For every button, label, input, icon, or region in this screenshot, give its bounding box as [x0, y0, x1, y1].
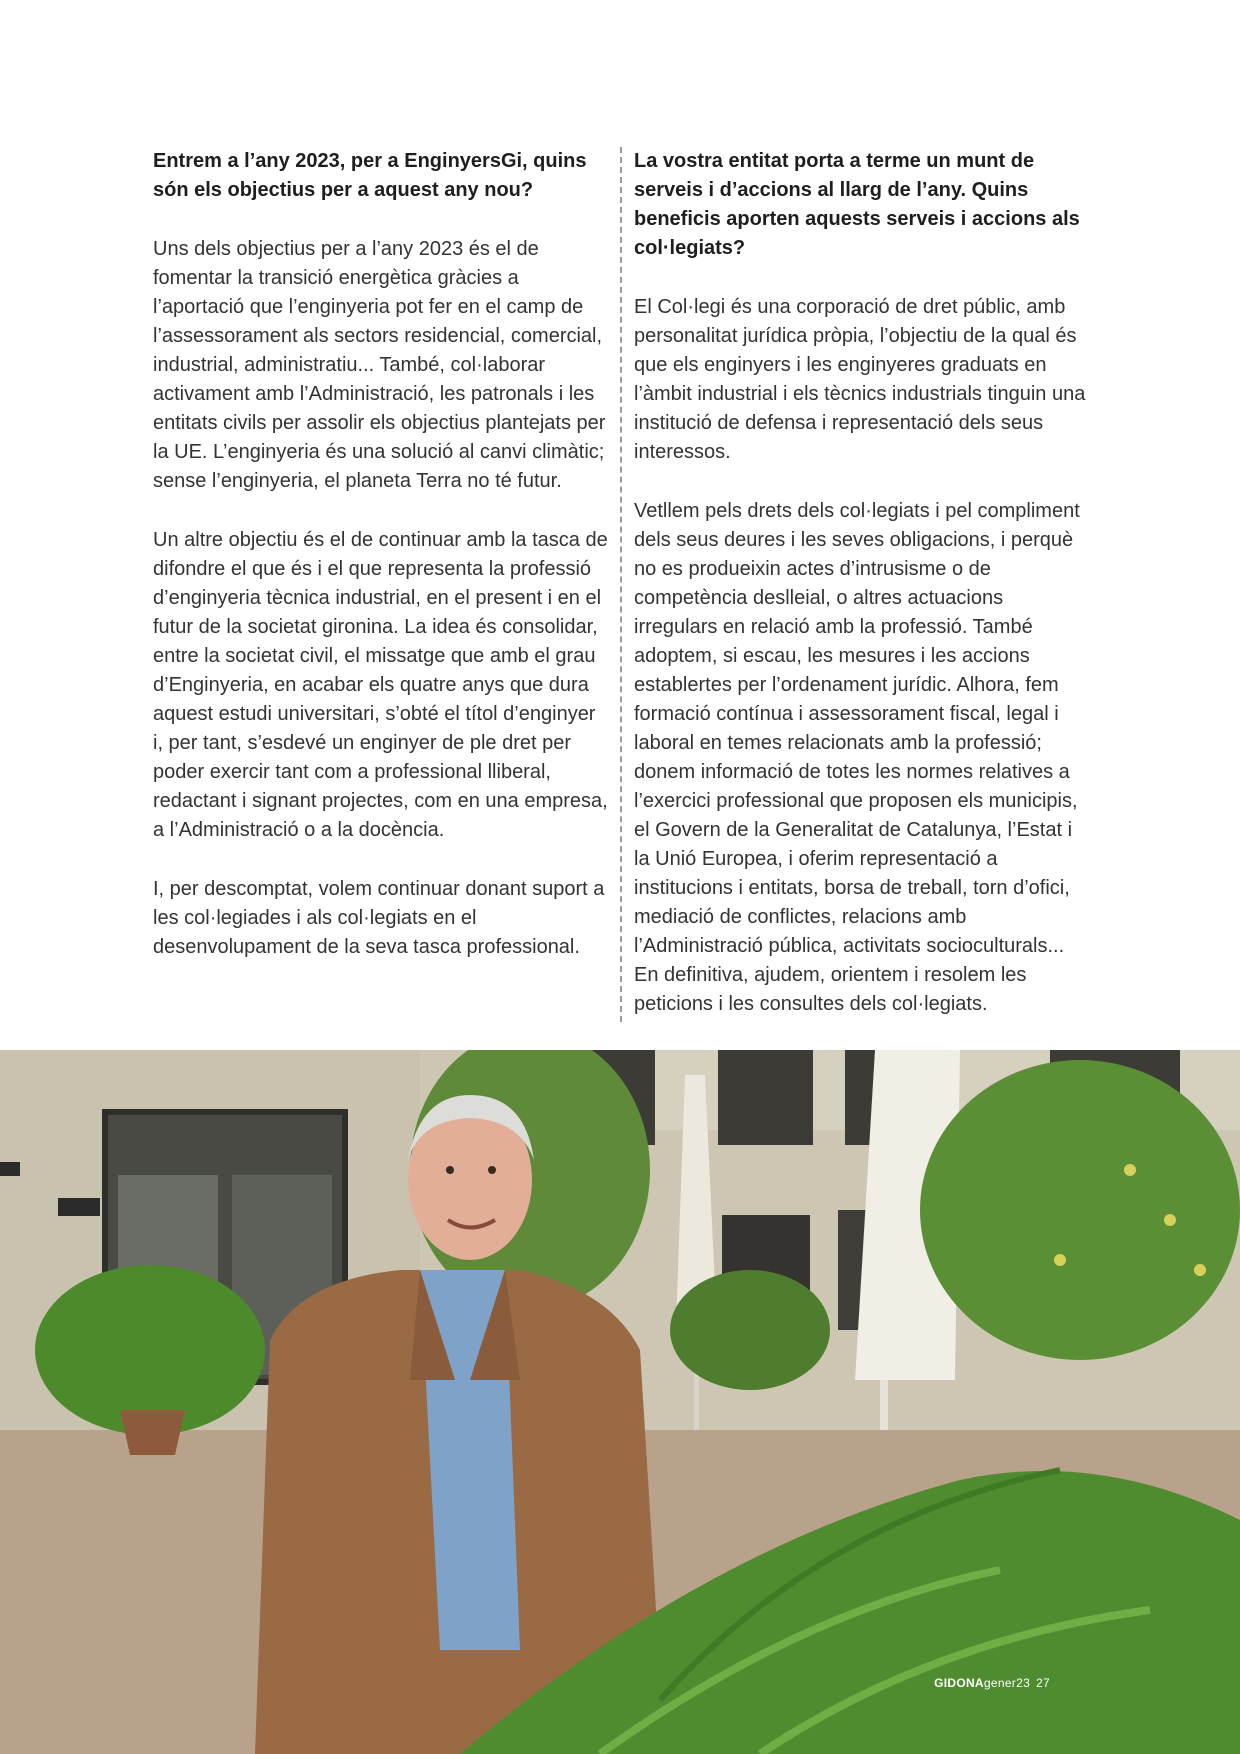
issue-month: gener23 [983, 1676, 1031, 1690]
right-column [634, 147, 1089, 1049]
left-paragraph-2: Un altre objectiu és el de continuar amb la tasca de difondre el que és i el que representa la professió d’enginyeria tècnica industrial, en el present i en el futur de la societat gironina. La idea és consolidar, entre la societat civil, el missatge que amb el grau d’Enginyeria, en acabar els quatre anys que dura aquest estudi universitari, s’obté el títol d’enginyer i, per tant, s’esdevé un enginyer de ple dret per poder exercir tant com a professional lliberal, redactant i signant projectes, com en una empresa, a l’Administració o a la docència. [153, 529, 608, 841]
lemon-tree [920, 1060, 1240, 1360]
left-column [153, 147, 608, 992]
page-footer [934, 1676, 1050, 1690]
man-eye-left [446, 1166, 454, 1174]
column-divider [620, 147, 622, 1022]
left-paragraph-3: I, per descomptat, volem continuar donant suport a les col·legiades i als col·legiats en el desenvolupament de la seva tasca professional. [153, 878, 605, 958]
right-paragraph-1: El Col·legi és una corporació de dret públic, amb personalitat jurídica pròpia, l’objectiu de la qual és que els enginyers i les enginyeres graduats en l’àmbit industrial i els tècnics industrials tinguin una institució de defensa i representació dels seus interessos. [634, 296, 1086, 463]
right-paragraph-2: Vetllem pels drets dels col·legiats i pel compliment dels seus deures i les seves obligacions, i perquè no es produeixin actes d’intrusisme o de competència deslleial, o altres actuacions irregulars en relació amb la professió. També adoptem, si escau, les mesures i les accions establertes per l’ordenament jurídic. Alhora, fem formació contínua i assessorament fiscal, legal i laboral en temes relacionats amb la professió; donem informació de totes les normes relatives a l’exercici professional que proposen els municipis, el Govern de la Generalitat de Catalunya, l’Estat i la Unió Europea, i oferim representació a institucions i entitats, borsa de treball, torn d’ofici, mediació de conflictes, relacions amb l’Administració pública, activitats socioculturals... En definitiva, ajudem, orientem i resolem les peticions i les consultes dels col·legiats. [634, 500, 1080, 1015]
wall-lamp-edge [0, 1162, 20, 1176]
magazine-brand: GIDONA [934, 1676, 984, 1690]
portrait-photo [0, 1050, 1240, 1754]
potted-fern-left [35, 1265, 265, 1435]
shrub-center [670, 1270, 830, 1390]
portrait-photo-illustration [0, 1050, 1240, 1754]
lemon-3 [1054, 1254, 1066, 1266]
lemon-2 [1164, 1214, 1176, 1226]
plant-pot-left [120, 1410, 185, 1455]
man-eye-right [488, 1166, 496, 1174]
right-question: La vostra entitat porta a terme un munt de serveis i d’accions al llarg de l’any. Quins beneficis aporten aquests serveis i accions als col·legiats? [634, 150, 1080, 259]
balcony-window-2 [718, 1050, 813, 1145]
lemon-1 [1124, 1164, 1136, 1176]
page-number: 27 [1036, 1676, 1050, 1690]
left-question: Entrem a l’any 2023, per a EnginyersGi, quins són els objectius per a aquest any nou? [153, 150, 587, 201]
lemon-4 [1194, 1264, 1206, 1276]
wall-lamp-left [58, 1198, 100, 1216]
left-paragraph-1: Uns dels objectius per a l’any 2023 és el de fomentar la transició energètica gràcies a l’aportació que l’enginyeria pot fer en el camp de l’assessorament als sectors residencial, comercial, industrial, administratiu... També, col·laborar activament amb l’Administració, les patronals i les entitats civils per assolir els objectius plantejats per la UE. L’enginyeria és una solució al canvi climàtic; sense l’enginyeria, el planeta Terra no té futur. [153, 238, 606, 492]
